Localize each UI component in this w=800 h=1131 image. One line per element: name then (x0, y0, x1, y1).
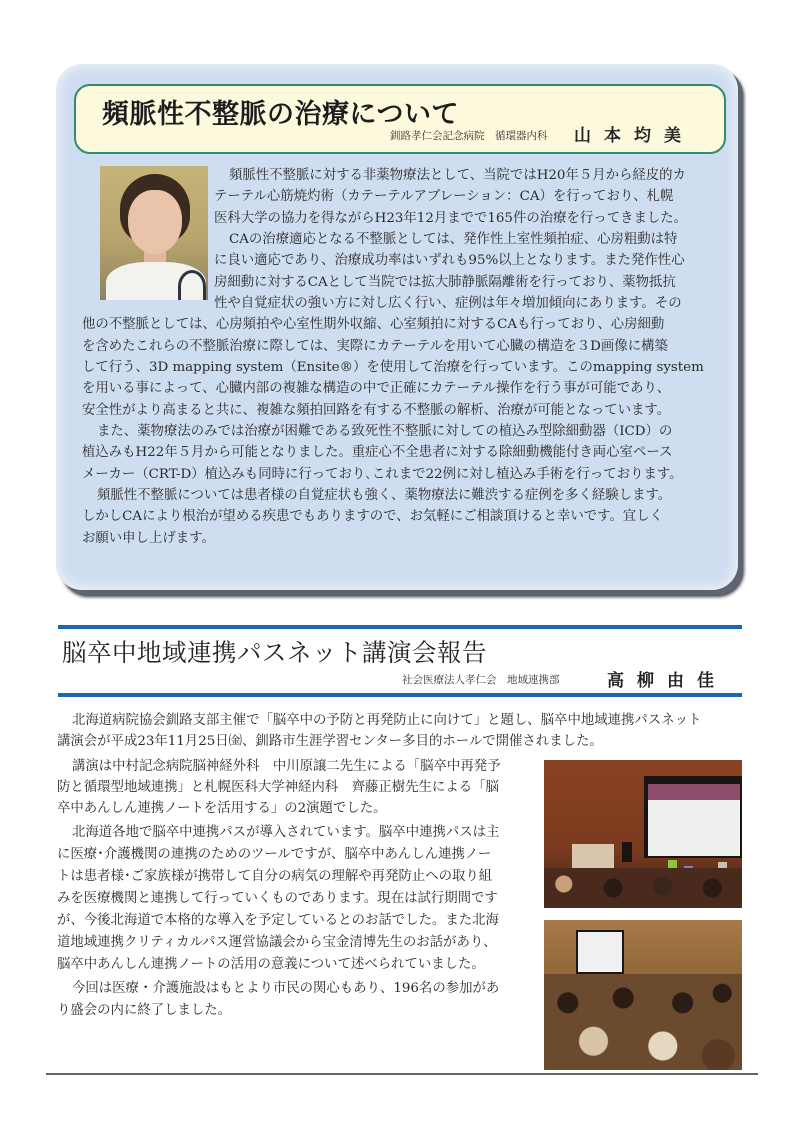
article1-title: 頻脈性不整脈の治療について (102, 99, 459, 130)
article1-line: に良い適応であり、治療成功率はいずれも95%以上となります。また発作性心 (214, 253, 685, 268)
article1-line: 性や自覚症状の強い方に対し広く行い、症例は年々増加傾向にあります。その (214, 296, 682, 311)
article1-line: 他の不整脈としては、心房頻拍や心室性期外収縮、心室頻拍に対するCAも行っており、心房細動 (82, 317, 665, 332)
article1-line: テーテル心筋焼灼術（カテーテルアブレーション：CA）を行っており、札幌 (214, 189, 674, 204)
article2-line: に医療･介護機関の連携のためのツールですが、脳卒中あんしん連携ノー (57, 847, 492, 862)
article1-affiliation: 釧路孝仁会記念病院 循環器内科 (390, 130, 548, 142)
author-portrait-photo (100, 166, 208, 300)
article1-line: 医科大学の協力を得ながらH23年12月までで165件の治療を行ってきました。 (214, 211, 688, 226)
article1-line: 頻脈性不整脈については患者様の自覚症状も強く、薬物療法に難渋する症例を多く経験します。 (97, 488, 672, 503)
article2-line: トは患者様･ご家族様が携帯して自分の病気の理解や再発防止への取り組 (57, 869, 493, 884)
page-bottom-rule (46, 1073, 758, 1075)
article2-line: 北海道病院協会釧路支部主催で「脳卒中の予防と再発防止に向けて」と題し、脳卒中地域連携パスネット (72, 713, 702, 728)
article1-line: を含めたこれらの不整脈治療に際しては、実際にカテーテルを用いて心臓の構造を３D画像に構築 (82, 339, 668, 354)
article2-line: が、今後北海道で本格的な導入を予定しているとのお話でした。また北海 (57, 913, 499, 928)
article1-line: 安全性がより高まると共に、複雑な頻拍回路を有する不整脈の解析、治療が可能となっています。 (82, 403, 671, 418)
article2-author: 高柳由佳 (607, 671, 727, 691)
article1-line: を用いる事によって、心臓内部の複雑な構造の中で正確にカテーテル操作を行う事が可能であり、 (82, 381, 671, 396)
audience-photo (544, 920, 742, 1070)
top-divider (58, 625, 742, 629)
article2-line: 今回は医療・介護施設はもとより市民の関心もあり、196名の参加があ (72, 981, 500, 996)
article1-author: 山本均美 (574, 126, 694, 146)
article2-line: 講演会が平成23年11月25日㈮、釧路市生涯学習センター多目的ホールで開催されました。 (57, 734, 603, 749)
article2-line: 防と循環型地域連携」と札幌医科大学神経内科 齊藤正樹先生による「脳 (57, 780, 499, 795)
article1-line: また、薬物療法のみでは治療が困難である致死性不整脈に対しての植込み型除細動器（ICD）の (97, 424, 673, 439)
article1-line: して行う、3D mapping system（Ensite®）を使用して治療を行っています。このmapping system (82, 360, 704, 375)
article2-line: 講演は中村記念病院脳神経外科 中川原譲二先生による「脳卒中再発予 (72, 759, 501, 774)
article1-line: メーカー（CRT-D）植込みも同時に行っており､これまで22例に対し植込み手術を行っております。 (82, 467, 683, 482)
article1-line: CAの治療適応となる不整脈としては、発作性上室性頻拍症、心房粗動は特 (229, 232, 678, 247)
article2-line: 卒中あんしん連携ノートを活用する」の2演題でした。 (57, 801, 387, 816)
bottom-divider (58, 693, 742, 697)
article1-line: 植込みもH22年５月から可能となりました。重症心不全患者に対する除細動機能付き両心室ペース (82, 445, 673, 460)
article2-line: り盛会の内に終了しました。 (57, 1003, 232, 1018)
article1-line: 房細動に対するCAとして当院では拡大肺静脈隔離術を行っており、薬物抵抗 (214, 275, 676, 290)
article1-line: しかしCAにより根治が望める疾患でもありますので、お気軽にご相談頂けると幸いです。宜しく (82, 509, 663, 524)
article1-line: お願い申し上げます。 (82, 531, 215, 546)
lecture-stage-photo (544, 760, 742, 908)
article2-line: 脳卒中あんしん連携ノートの活用の意義について述べられていました。 (57, 957, 485, 972)
article2-line: 道地域連携クリティカルパス運営協議会から宝金清博先生のお話があり、 (57, 935, 497, 950)
article2-affiliation: 社会医療法人孝仁会 地域連携部 (402, 674, 560, 686)
article1-line: 頻脈性不整脈に対する非薬物療法として、当院ではH20年５月から経皮的カ (229, 168, 686, 183)
article2-line: 北海道各地で脳卒中連携パスが導入されています。脳卒中連携パスは主 (72, 825, 500, 840)
article2-title: 脳卒中地域連携パスネット講演会報告 (62, 638, 487, 667)
article2-line: みを医療機関と連携して行っていくものであります。現在は試行期間です (57, 891, 498, 906)
